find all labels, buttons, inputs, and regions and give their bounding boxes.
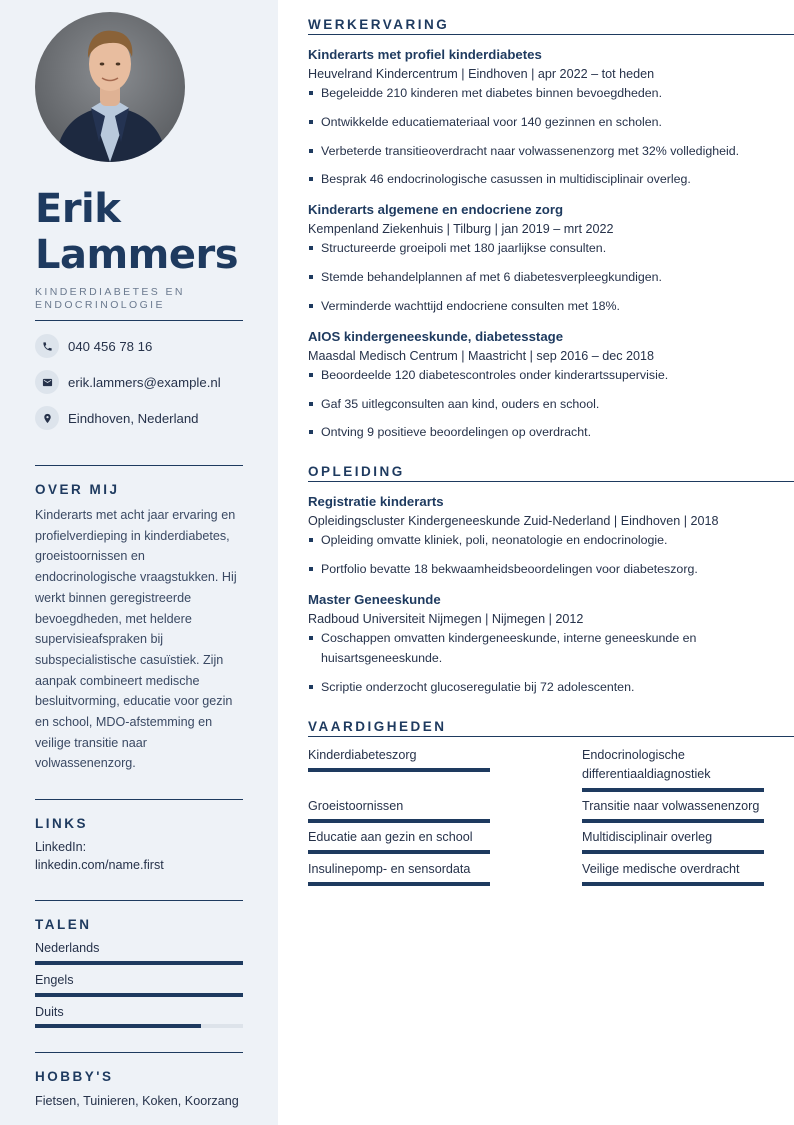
skill-bar — [308, 882, 490, 886]
language-name: Nederlands — [35, 941, 100, 955]
job-meta: Maasdal Medisch Centrum | Maastricht | sep 2016 – dec 2018 — [308, 349, 655, 363]
job-meta: Kempenland Ziekenhuis | Tilburg | jan 2019 – mrt 2022 — [308, 222, 614, 236]
about-heading: OVER MIJ — [35, 482, 120, 497]
language-level-fill — [35, 1024, 201, 1028]
education-title: Master Geneeskunde — [308, 592, 441, 607]
language-name: Engels — [35, 973, 74, 987]
job-title: Kinderarts met profiel kinderdiabetes — [308, 47, 542, 62]
skill-item: Multidisciplinair overleg — [582, 830, 713, 844]
bullet-item: Scriptie onderzocht glucoseregulatie bij 72 adolescenten. — [308, 677, 778, 697]
skill-bar — [308, 819, 490, 823]
email-icon — [35, 370, 59, 394]
skill-item: Insulinepomp- en sensordata — [308, 862, 471, 876]
skill-bar — [582, 882, 764, 886]
bullet-item: Gaf 35 uitlegconsulten aan kind, ouders en school. — [308, 394, 778, 414]
first-name: Erik — [35, 186, 121, 232]
bullet-item: Begeleidde 210 kinderen met diabetes binnen bevoegdheden. — [308, 83, 778, 103]
skill-item: Educatie aan gezin en school — [308, 830, 473, 844]
bullet-item: Stemde behandelplannen af met 6 diabetesverpleegkundigen. — [308, 267, 778, 287]
language-name: Duits — [35, 1005, 64, 1019]
last-name: Lammers — [35, 232, 239, 278]
profile-photo — [35, 12, 185, 162]
about-text: Kinderarts met acht jaar ervaring en profielverdieping in kinderdiabetes, groeistoornissen en endocrinologische vraagstukken. Hij werkt binnen geregistreerde bevoegdheden, met heldere supervisieafspraken bij subspecialistische casuïstiek. Zijn aanpak combineert medische besluitvorming, educatie voor gezin en school, MDO-afstemming en veilige transitie naar volwassenenzorg. — [35, 508, 237, 771]
languages-heading: TALEN — [35, 917, 92, 932]
links-heading: LINKS — [35, 816, 88, 831]
job-title: AIOS kindergeneeskunde, diabetesstage — [308, 329, 564, 344]
skill-bar — [308, 850, 490, 854]
education-heading: OPLEIDING — [308, 464, 405, 479]
job-title: Kinderarts algemene en endocriene zorg — [308, 202, 564, 217]
bullet-item: Opleiding omvatte kliniek, poli, neonatologie en endocrinologie. — [308, 530, 778, 550]
skill-bar — [582, 788, 764, 792]
contact-location — [35, 406, 245, 430]
divider — [308, 481, 794, 482]
bullet-item: Ontwikkelde educatiemateriaal voor 140 gezinnen en scholen. — [308, 112, 778, 132]
location-pin-icon — [35, 406, 59, 430]
job-meta: Heuvelrand Kindercentrum | Eindhoven | apr 2022 – tot heden — [308, 67, 655, 81]
language-level-bar — [35, 1024, 243, 1028]
divider — [308, 34, 794, 35]
skill-bar — [308, 768, 490, 772]
phone-icon — [35, 334, 59, 358]
bullet-item: Verminderde wachttijd endocriene consulten met 18%. — [308, 296, 778, 316]
links-block — [35, 838, 245, 874]
education-title: Registratie kinderarts — [308, 494, 444, 509]
skill-item: Veilige medische overdracht — [582, 862, 740, 876]
language-item — [35, 973, 243, 987]
language-level-bar — [35, 993, 243, 997]
divider — [35, 799, 243, 800]
bullet-item: Besprak 46 endocrinologische casussen in multidisciplinair overleg. — [308, 169, 778, 189]
hobbies-heading: HOBBY'S — [35, 1069, 114, 1084]
skill-item: Endocrinologische differentiaaldiagnostiek — [582, 748, 711, 781]
bullet-item: Structureerde groeipoli met 180 jaarlijkse consulten. — [308, 238, 778, 258]
bullet-item: Coschappen omvatten kindergeneeskunde, interne geneeskunde en huisartsgeneeskunde. — [308, 628, 728, 668]
education-meta: Opleidingscluster Kindergeneeskunde Zuid-Nederland | Eindhoven | 2018 — [308, 514, 719, 528]
divider — [35, 1052, 243, 1053]
bullet-item: Verbeterde transitieoverdracht naar volwassenenzorg met 32% volledigheid. — [308, 141, 778, 161]
skill-bar — [582, 850, 764, 854]
language-level-fill — [35, 993, 243, 997]
skill-item: Groeistoornissen — [308, 799, 404, 813]
language-item — [35, 1005, 243, 1019]
bullet-item: Portfolio bevatte 18 bekwaamheidsbeoordelingen voor diabeteszorg. — [308, 559, 778, 579]
full-name — [35, 186, 265, 278]
divider — [35, 465, 243, 466]
bullet-item: Beoordeelde 120 diabetescontroles onder kinderartssupervisie. — [308, 365, 778, 385]
linkedin-link[interactable]: linkedin.com/name.first — [35, 858, 164, 872]
contact-phone — [35, 334, 245, 358]
email-address[interactable]: erik.lammers@example.nl — [68, 374, 221, 390]
divider — [308, 736, 794, 737]
experience-heading: WERKERVARING — [308, 17, 450, 32]
language-level-fill — [35, 961, 243, 965]
language-level-bar — [35, 961, 243, 965]
phone-number: 040 456 78 16 — [68, 338, 153, 354]
skill-item: Kinderdiabeteszorg — [308, 748, 417, 762]
education-meta: Radboud Universiteit Nijmegen | Nijmegen | 2012 — [308, 612, 584, 626]
sidebar — [0, 0, 278, 1125]
divider — [35, 320, 243, 321]
skill-bar — [582, 819, 764, 823]
hobbies-text: Fietsen, Tuinieren, Koken, Koorzang — [35, 1094, 239, 1108]
linkedin-label: LinkedIn: — [35, 840, 87, 854]
skill-item: Transitie naar volwassenenzorg — [582, 799, 760, 813]
bullet-item: Ontving 9 positieve beoordelingen op overdracht. — [308, 422, 778, 442]
contact-email — [35, 370, 245, 394]
divider — [35, 900, 243, 901]
job-role: KINDERDIABETES EN ENDOCRINOLOGIE — [35, 286, 185, 311]
language-item — [35, 941, 243, 955]
location-text: Eindhoven, Nederland — [68, 410, 199, 426]
skills-heading: VAARDIGHEDEN — [308, 719, 447, 734]
